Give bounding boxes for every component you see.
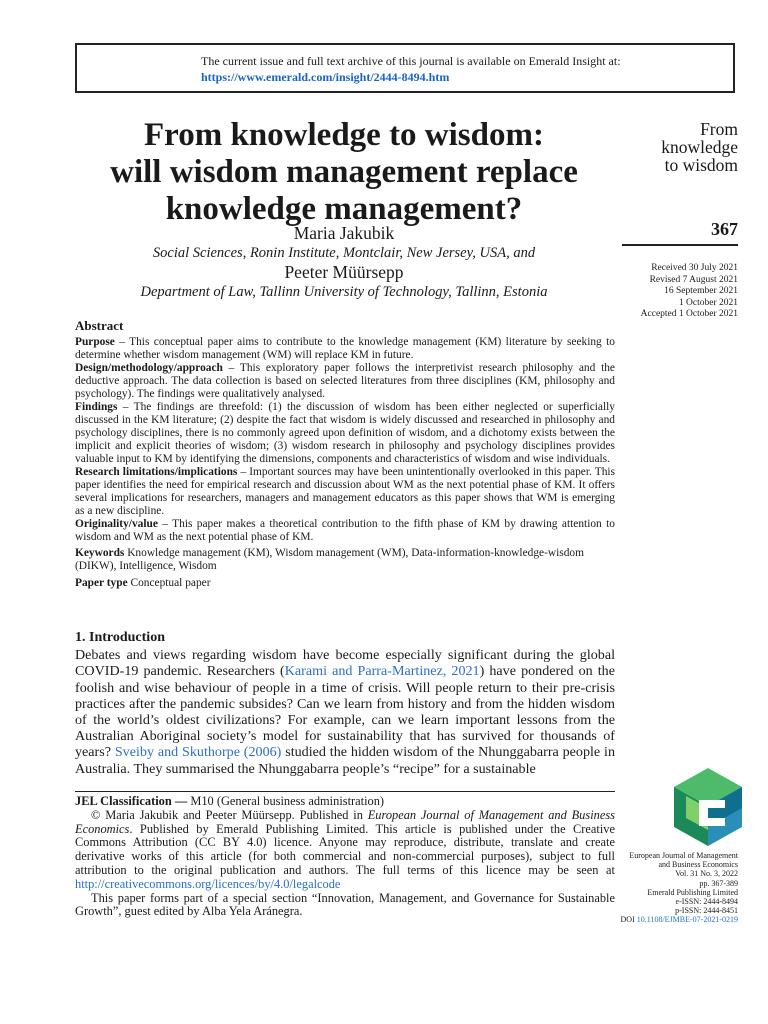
article-title xyxy=(60,117,628,228)
journal-info-line: pp. 367-389 xyxy=(699,878,738,888)
emerald-publishing-logo xyxy=(672,766,744,848)
copyright-text: © Maria Jakubik and Peeter Müürsepp. Published in xyxy=(91,807,368,822)
citation-link[interactable]: Sveiby and Skuthorpe (2006) xyxy=(114,744,282,761)
running-title-line: From xyxy=(700,119,738,139)
keywords-label: Keywords xyxy=(75,547,125,559)
doi-line xyxy=(600,915,738,924)
abstract-heading: Abstract xyxy=(75,318,124,333)
journal-info-line: and Business Economics xyxy=(658,860,738,870)
date-line: 16 September 2021 xyxy=(664,286,738,296)
originality-text: – This paper makes a theoretical contribution to the fifth phase of KM by drawing attention to wisdom and WM as the next potential phase of KM. xyxy=(75,518,615,543)
running-title-line: knowledge xyxy=(661,137,738,157)
title-line: knowledge management? xyxy=(165,191,523,227)
journal-archive-link[interactable]: https://www.emerald.com/insight/2444-8494.htm xyxy=(201,70,450,84)
paper-type-label: Paper type xyxy=(75,577,128,589)
intro-paragraph xyxy=(75,647,615,777)
archive-notice-box xyxy=(75,43,735,93)
findings-label: Findings xyxy=(75,401,118,413)
doi-label: DOI xyxy=(620,915,637,925)
abstract-limitations xyxy=(75,466,615,518)
running-title-line: to wisdom xyxy=(664,155,738,175)
findings-text: – The findings are threefold: (1) the discussion of wisdom has been either neglected or superficially discussed in the KM literature; (2) despite the fact that wisdom is widely discussed and researched in philosophy and psychology disciplines, there is no commonly agreed upon definition of wisdom, and a dichotomy exists between the implicit and explicit theories of wisdom; (3) wisdom research in philosophy and psychology disciplines provides valuable input to KM by identifying the dimensions, components and characteristics of wisdom and wise individuals. xyxy=(75,401,615,465)
journal-info-line: e-ISSN: 2444-8494 xyxy=(675,897,738,907)
copyright-text: . Published by Emerald Publishing Limited. This article is published under the Creative Commons Attribution (CC BY 4.0) licence. Anyone may reproduce, distribute, translate and create derivative works of this article (for both commercial and non-commercial purposes), subject to full attribution to the original publication and authors. The full terms of this licence may be seen at xyxy=(75,821,615,877)
originality-label: Originality/value xyxy=(75,518,158,530)
title-line: From knowledge to wisdom: xyxy=(144,117,544,153)
special-section-note: This paper forms part of a special section “Innovation, Management, and Governance for Sustainable Growth”, guest edited by Alba Yela Aránegra. xyxy=(75,890,615,919)
abstract-design xyxy=(75,362,615,401)
abstract-keywords xyxy=(75,547,615,573)
journal-info-line: European Journal of Management xyxy=(629,851,738,860)
date-line: Revised 7 August 2021 xyxy=(649,274,738,285)
emerald-logo-icon xyxy=(672,766,744,848)
date-line: 1 October 2021 xyxy=(678,297,738,308)
journal-info-line: p-ISSN: 2444-8451 xyxy=(675,906,738,916)
citation-link[interactable]: Karami and Parra-Martinez, 2021 xyxy=(284,663,480,680)
purpose-text: – This conceptual paper aims to contribute to the knowledge management (KM) literature by seeking to determine whether wisdom management (WM) will replace KM in future. xyxy=(75,336,615,361)
page-number-rule xyxy=(622,244,738,246)
abstract-purpose xyxy=(75,336,615,362)
submission-dates xyxy=(600,263,738,321)
footnotes xyxy=(75,795,615,919)
author-affiliation: Department of Law, Tallinn University of Technology, Tallinn, Estonia xyxy=(140,284,548,300)
design-label: Design/methodology/approach xyxy=(75,362,223,374)
introduction-section xyxy=(75,630,615,777)
limitations-text: – Important sources may have been unintentionally overlooked in this paper. This paper identifies the need for empirical research and discussion about WM as the next potential phase of KM. It offers several implications for researchers, managers and management educators as this paper shows that WM is emerging as a new discipline. xyxy=(75,466,615,517)
author-name: Maria Jakubik xyxy=(293,223,395,243)
abstract-paper-type xyxy=(75,577,615,590)
purpose-label: Purpose xyxy=(75,336,115,348)
author-affiliation: Social Sciences, Ronin Institute, Montclair, New Jersey, USA, and xyxy=(152,245,536,261)
archive-notice-text: The current issue and full text archive of this journal is available on Emerald Insight at: xyxy=(201,54,621,68)
author-name: Peeter Müürsepp xyxy=(284,262,404,282)
jel-text: M10 (General business administration) xyxy=(187,794,385,808)
jel-label: JEL Classification — xyxy=(75,794,188,808)
footnote-divider xyxy=(75,791,615,792)
intro-text: Debates and views regarding wisdom have become especially significant during the global COVID-19 pandemic. Researchers ( xyxy=(75,647,615,680)
abstract xyxy=(75,319,615,590)
page-number: 367 xyxy=(711,219,738,239)
running-title xyxy=(630,120,738,174)
journal-info-line: Vol. 31 No. 3, 2022 xyxy=(675,869,738,879)
title-line: will wisdom management replace xyxy=(110,154,578,190)
date-line: Received 30 July 2021 xyxy=(651,263,738,273)
section-heading: 1. Introduction xyxy=(75,630,165,645)
design-text: – This exploratory paper follows the interpretivist research philosophy and the deductive approach. The data collection is based on selected literatures from three disciplines (KM, philosophy and psychology). The findings were qualitatively analysed. xyxy=(75,362,615,400)
paper-type-text: Conceptual paper xyxy=(127,577,211,589)
abstract-originality xyxy=(75,518,615,544)
date-line: Accepted 1 October 2021 xyxy=(640,309,738,319)
intro-text: studied the hidden wisdom of the Nhunggabarra people in Australia. They summarised the Nhunggabarra people’s “recipe” for a sustainable xyxy=(75,744,615,777)
journal-info-line: Emerald Publishing Limited xyxy=(647,887,738,897)
intro-text: ) have pondered on the foolish and wise behaviour of people in a time of crisis. Will people return to their pre-crisis practices after the pandemic subsides? Can we learn from history and from the hidden wisdom of the world’s oldest civilizations? For example, can we learn important lessons from the Australian Aboriginal society’s model for sustainability that has survived for thousands of years? xyxy=(75,663,615,761)
copyright-notice xyxy=(75,809,615,892)
journal-name: European Journal of Management and Business Economics xyxy=(75,807,615,836)
abstract-findings xyxy=(75,401,615,466)
journal-info xyxy=(600,851,738,925)
jel-classification xyxy=(75,795,615,809)
limitations-label: Research limitations/implications xyxy=(75,466,238,478)
doi-link[interactable]: 10.1108/EJMBE-07-2021-0219 xyxy=(636,915,738,925)
keywords-text: Knowledge management (KM), Wisdom management (WM), Data-information-knowledge-wisdom (DIKW), Intelligence, Wisdom xyxy=(75,547,584,572)
license-link[interactable]: http://creativecommons.org/licences/by/4.0/legalcode xyxy=(75,876,341,891)
